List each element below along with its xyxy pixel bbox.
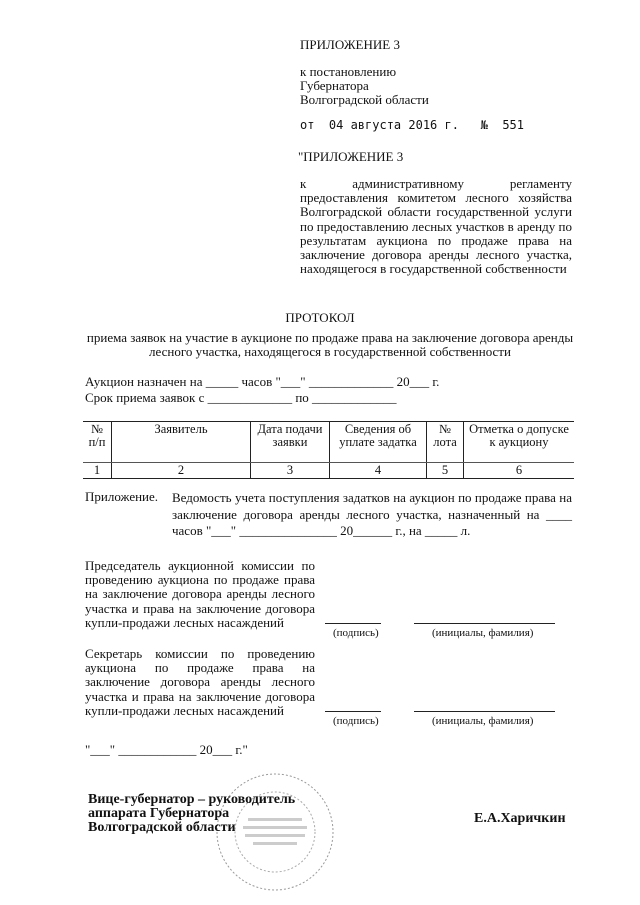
protocol-title: ПРОТОКОЛ xyxy=(285,310,355,325)
to-line: Волгоградской области xyxy=(300,92,429,107)
protocol-subtitle: лесного участка, находящегося в государственной собственности xyxy=(149,344,511,359)
appendix2-title: "ПРИЛОЖЕНИЕ 3 xyxy=(298,149,404,164)
position-line: Вице-губернатор – руководитель xyxy=(88,792,296,807)
secretary-text: Секретарь комиссии по проведению аукциона по продаже права на заключение договора аренды лесного участка и права на заключение договора купли-продажи лесных насаждений xyxy=(85,646,315,718)
name-line xyxy=(414,623,555,624)
cell: 4 xyxy=(330,463,427,479)
column-header: Сведения об уплате задатка xyxy=(330,422,427,463)
appendix2-text: к административному регламенту предоставления комитетом лесного хозяйства Волгоградской области государственной услуги по предоставлению лесных участков в аренду по результатам аукциона по продаже права на заключение договора аренды лесного участка, находящегося в государственной собственности xyxy=(300,176,572,277)
appendix-title: ПРИЛОЖЕНИЕ 3 xyxy=(300,37,400,52)
cell: 1 xyxy=(93,463,101,477)
to-line: к постановлению xyxy=(300,64,397,79)
cell: 6 xyxy=(464,463,575,479)
resolution-number: 551 xyxy=(502,118,525,132)
column-header: № лота xyxy=(427,422,464,463)
column-header: Заявитель xyxy=(112,422,251,463)
signature-line xyxy=(325,711,381,712)
cell: 5 xyxy=(427,463,464,479)
protocol-subtitle: приема заявок на участие в аукционе по продаже права на заключение договора аренды xyxy=(86,330,574,345)
auction-field: Аукцион назначен на _____ часов "___" _____________ 20___ г. xyxy=(85,374,440,389)
resolution-date-line xyxy=(300,118,524,132)
cell: 3 xyxy=(251,463,330,479)
position-line: аппарата Губернатора xyxy=(88,806,230,821)
signatory-name: Е.А.Харичкин xyxy=(474,811,566,826)
date-prefix: от xyxy=(300,118,315,132)
name-label: (инициалы, фамилия) xyxy=(432,627,534,639)
number-sign: № xyxy=(480,118,488,132)
cell: 2 xyxy=(112,463,251,479)
sign-label: (подпись) xyxy=(333,627,379,639)
column-header: № п/п xyxy=(83,422,112,463)
column-header: Отметка о допуске к аукциону xyxy=(464,422,575,463)
table-header-row xyxy=(83,422,574,463)
to-line: Губернатора xyxy=(300,78,369,93)
signature-line xyxy=(325,623,381,624)
closing-date: "___" ____________ 20___ г." xyxy=(85,742,248,757)
resolution-date: 04 августа 2016 г. xyxy=(328,118,459,132)
attachment-text: Ведомость учета поступления задатков на аукцион по продаже права на заключение договора аренды лесного участка, назначенный на ____ часов "___" _______________ 20______ г., на _____ л. xyxy=(172,490,572,538)
position-line: Волгоградской области xyxy=(88,820,236,835)
chairman-text: Председатель аукционной комиссии по проведению аукциона по продаже права на заключение договора аренды лесного участка и права на заключение договора купли-продажи лесных насаждений xyxy=(85,558,315,630)
table-row xyxy=(83,463,574,479)
applications-table xyxy=(83,421,574,479)
attachment-label: Приложение. xyxy=(85,489,159,504)
column-header: Дата подачи заявки xyxy=(251,422,330,463)
period-field: Срок приема заявок с _____________ по _____________ xyxy=(85,390,397,405)
name-line xyxy=(414,711,555,712)
sign-label: (подпись) xyxy=(333,715,379,727)
name-label: (инициалы, фамилия) xyxy=(432,715,534,727)
